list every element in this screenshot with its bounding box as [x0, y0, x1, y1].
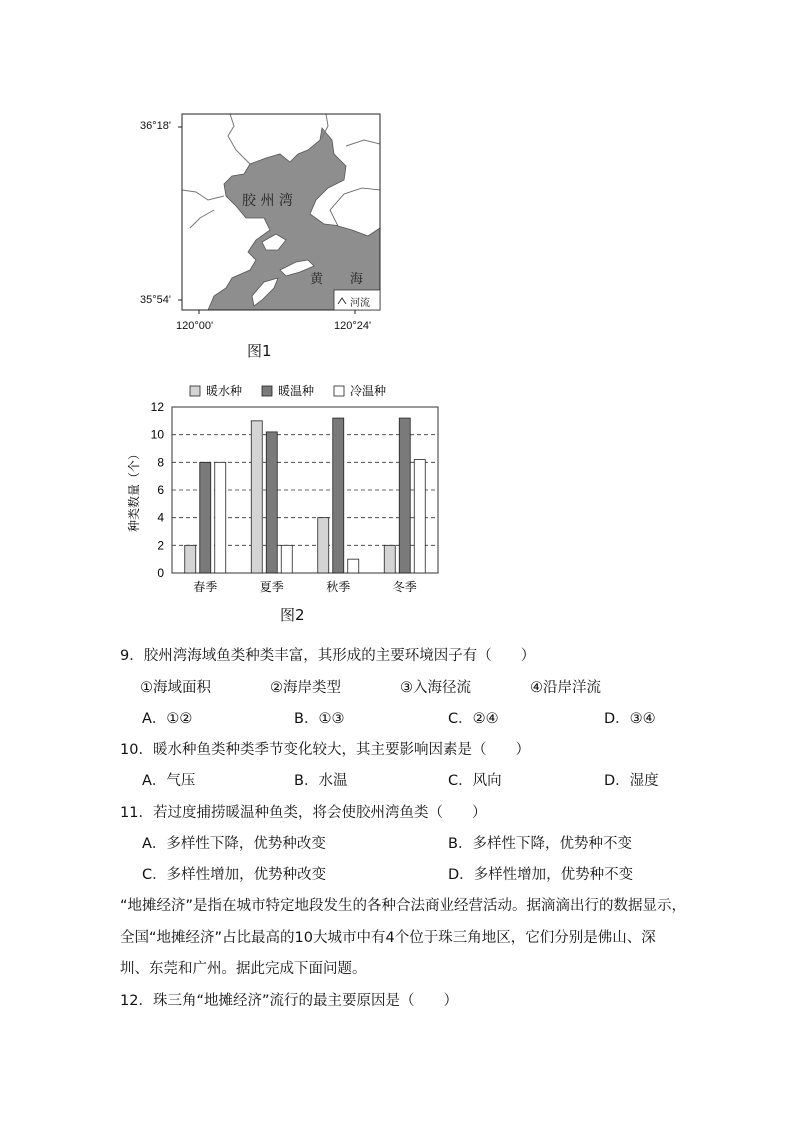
y-tick-label: 2: [157, 538, 164, 553]
x-tick-label: 春季: [193, 580, 218, 594]
legend-label: 冷温种: [350, 384, 387, 398]
q10-option-b[interactable]: B．水温: [294, 773, 348, 789]
y-tick-label: 10: [150, 427, 164, 442]
y-tick-label: 0: [157, 566, 164, 580]
lat-top-label: 36°18': [140, 120, 171, 132]
y-tick-label: 4: [157, 510, 164, 525]
sea-label-1: 黄: [310, 272, 324, 287]
bar-2: [399, 418, 410, 573]
q9-option-d[interactable]: D．③④: [604, 711, 656, 727]
bar-1: [384, 545, 395, 573]
question-11-stem: 11．若过度捕捞暖温种鱼类，将会使胶州湾鱼类（ ）: [120, 805, 487, 821]
x-tick-label: 秋季: [326, 580, 351, 594]
q11-option-d[interactable]: D．多样性增加，优势种不变: [448, 867, 634, 883]
legend-swatch: [190, 386, 200, 396]
legend-swatch: [334, 386, 344, 396]
bar-chart-svg: [120, 380, 450, 600]
q9-item-3: ③入海径流: [400, 680, 471, 696]
bar-3: [215, 462, 226, 573]
bar-3: [348, 559, 359, 573]
lon-right-label: 120°24': [334, 320, 372, 332]
q9-item-1: ①海域面积: [140, 680, 211, 696]
q10-option-c[interactable]: C．风向: [448, 773, 502, 789]
bar-2: [200, 462, 211, 573]
bar-3: [414, 460, 425, 573]
lat-bottom-label: 35°54': [140, 294, 171, 306]
q9-option-c[interactable]: C．②④: [448, 711, 499, 727]
q9-item-2: ②海岸类型: [270, 680, 341, 696]
y-tick-label: 12: [150, 400, 164, 414]
x-tick-label: 夏季: [259, 580, 284, 594]
bar-3: [281, 545, 292, 573]
passage-line-2: 全国“地摊经济”占比最高的10大城市中有4个位于珠三角地区，它们分别是佛山、深: [120, 930, 656, 946]
q9-option-a[interactable]: A．①②: [142, 711, 193, 727]
y-axis-label: 种类数量（个）: [127, 447, 141, 533]
x-tick-label: 冬季: [392, 580, 417, 594]
question-9-stem: 9．胶州湾海域鱼类种类丰富，其形成的主要环境因子有（ ）: [120, 648, 536, 664]
q11-option-a[interactable]: A．多样性下降，优势种改变: [142, 836, 326, 852]
legend-swatch: [262, 386, 272, 396]
y-tick-label: 8: [157, 455, 164, 470]
lon-left-label: 120°00': [176, 320, 214, 332]
question-12-stem: 12．珠三角“地摊经济”流行的最主要原因是（ ）: [120, 993, 458, 1009]
question-10-stem: 10．暖水种鱼类种类季节变化较大，其主要影响因素是（ ）: [120, 742, 530, 758]
figure2-chart: [120, 380, 450, 600]
sea-label-2: 海: [350, 272, 364, 287]
bar-1: [318, 518, 329, 573]
q10-option-a[interactable]: A．气压: [142, 773, 196, 789]
figure2-caption: 图2: [280, 606, 305, 624]
bar-1: [185, 545, 196, 573]
bar-1: [251, 421, 262, 573]
bar-2: [333, 418, 344, 573]
legend-label: 暖温种: [278, 384, 315, 398]
bay-label: 胶 州 湾: [242, 193, 293, 209]
passage-line-3: 圳、东莞和广州。据此完成下面问题。: [120, 961, 367, 977]
legend-label: 暖水种: [206, 384, 243, 398]
passage-line-1: “地摊经济”是指在城市特定地段发生的各种合法商业经营活动。据滴滴出行的数据显示，: [120, 898, 687, 914]
q10-option-d[interactable]: D．湿度: [604, 773, 659, 789]
q11-option-c[interactable]: C．多样性增加，优势种改变: [142, 867, 327, 883]
map-svg: [130, 110, 390, 345]
y-tick-label: 6: [157, 483, 164, 497]
q9-item-4: ④沿岸洋流: [530, 680, 601, 696]
bar-2: [266, 432, 277, 573]
figure1-map: [130, 110, 390, 350]
q11-option-b[interactable]: B．多样性下降，优势种不变: [448, 836, 632, 852]
river-legend-text: 河流: [350, 298, 370, 309]
q9-option-b[interactable]: B．①③: [294, 711, 345, 727]
figure1-caption: 图1: [247, 342, 272, 360]
